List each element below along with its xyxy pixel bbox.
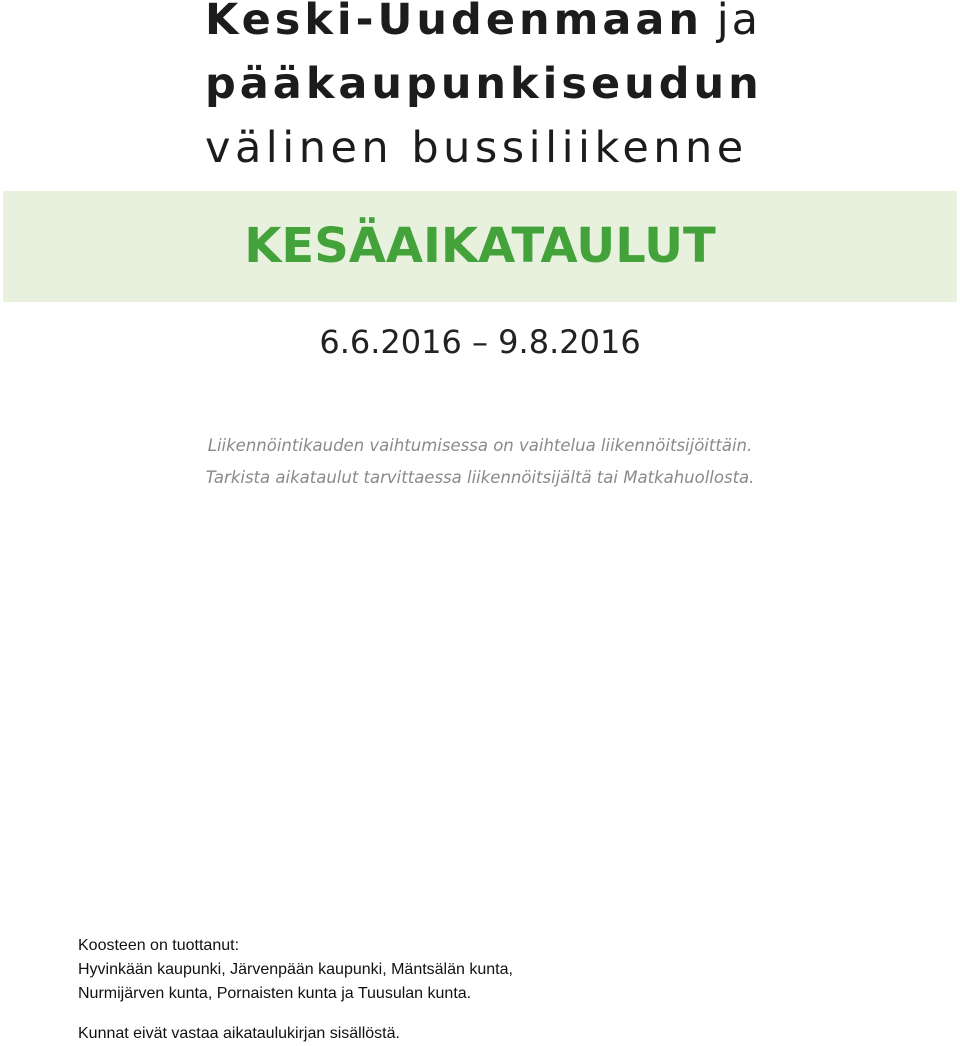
producer-footer <box>78 934 938 1046</box>
validity-dates: 6.6.2016 – 9.8.2016 <box>319 323 641 361</box>
notice-line-1: Liikennöintikauden vaihtumisessa on vaihtelua liikennöitsijöittäin. <box>207 436 753 455</box>
title-subject: välinen bussiliikenne <box>205 123 748 173</box>
title-conjunction: ja <box>716 0 762 45</box>
title-capital-region: pääkaupunkiseudun <box>205 59 763 109</box>
document-title <box>205 0 945 180</box>
title-line-1 <box>205 0 945 52</box>
notice-line-2: Tarkista aikataulut tarvittaessa liikennöitsijältä tai Matkahuollosta. <box>205 468 755 487</box>
producers-line-1: Hyvinkään kaupunki, Järvenpään kaupunki, Mäntsälän kunta, <box>78 961 513 978</box>
title-line-3 <box>205 116 945 180</box>
season-banner-title: KESÄAIKATAULUT <box>244 218 716 274</box>
disclaimer: Kunnat eivät vastaa aikataulukirjan sisällöstä. <box>78 1025 400 1042</box>
season-banner <box>3 191 957 302</box>
title-region-name: Keski-Uudenmaan <box>205 0 704 45</box>
title-line-2 <box>205 52 945 116</box>
producer-label: Koosteen on tuottanut: <box>78 937 240 954</box>
schedule-notice <box>0 430 960 494</box>
producers-line-2: Nurmijärven kunta, Pornaisten kunta ja Tuusulan kunta. <box>78 985 472 1002</box>
